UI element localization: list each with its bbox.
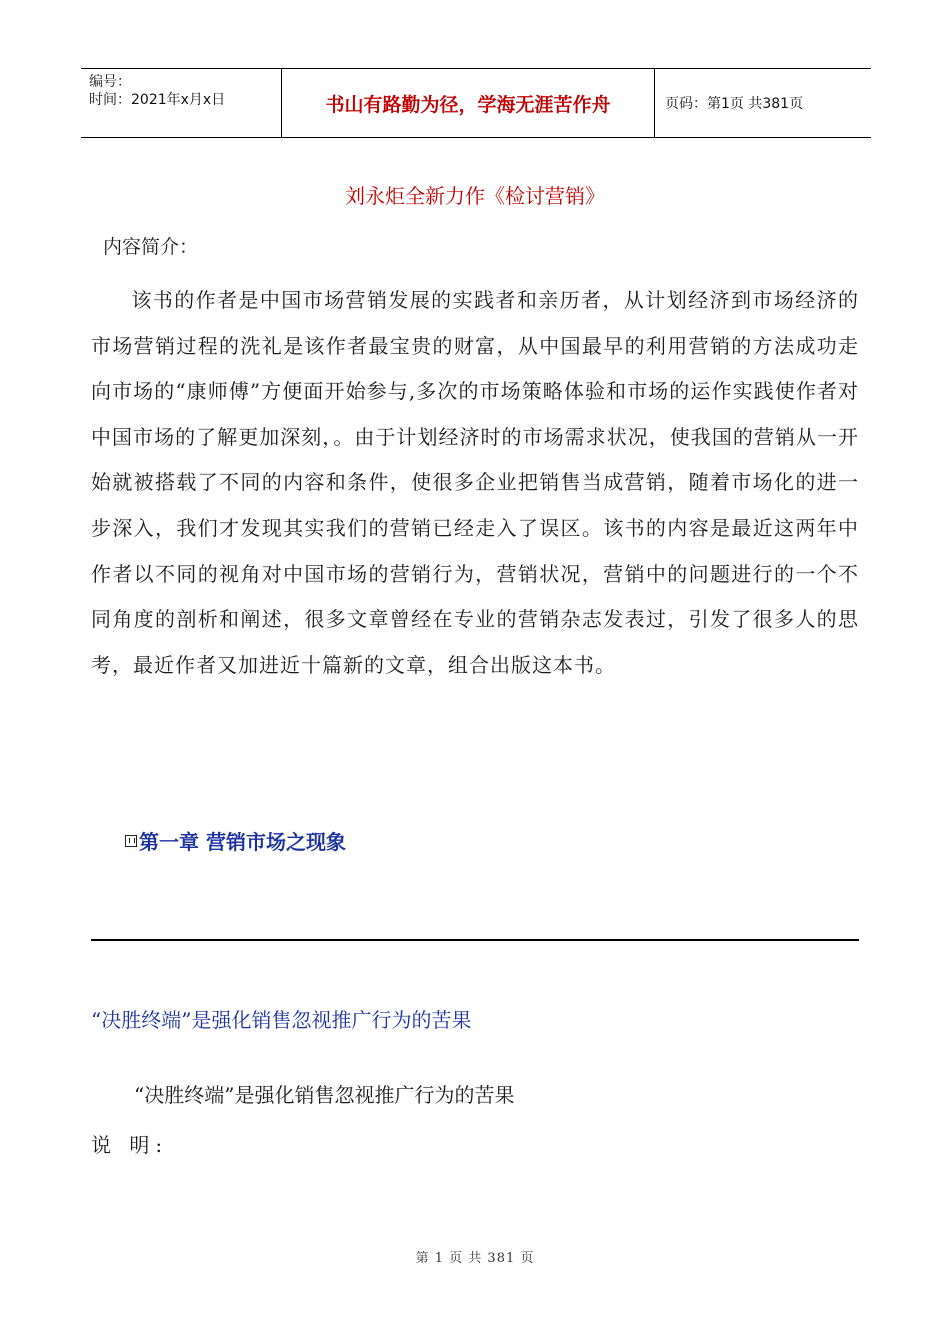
book-icon <box>125 835 137 847</box>
intro-paragraph-text: 该书的作者是中国市场营销发展的实践者和亲历者，从计划经济到市场经济的市场营销过程的洗礼是该作者最宝贵的财富，从中国最早的利用营销的方法成功走向市场的“康师傅”方便面开始参与,多次的市场策略体验和市场的运作实践使作者对中国市场的了解更加深刻，。由于计划经济时的市场需求状况，使我国的营销从一开始就被搭载了不同的内容和条件，使很多企业把销售当成营销，随着市场化的进一步深入，我们才发现其实我们的营销已经走入了误区。该书的内容是最近这两年中作者以不同的视角对中国市场的营销行为，营销状况，营销中的问题进行的一个不同角度的剖析和阐述，很多文章曾经在专业的营销杂志发表过，引发了很多人的思考，最近作者又加进近十篇新的文章，组合出版这本书。 <box>91 288 859 677</box>
number-label: 编号： <box>89 74 131 90</box>
intro-paragraph <box>91 278 859 688</box>
document-title: 刘永炬全新力作《检讨营销》 <box>345 184 605 208</box>
section-divider <box>91 939 859 941</box>
header-table <box>81 68 871 138</box>
header-meta <box>81 69 282 137</box>
chapter-title: 第一章 营销市场之现象 <box>139 830 346 854</box>
article-title-link[interactable]: “决胜终端”是强化销售忽视推广行为的苦果 <box>91 1008 472 1032</box>
time-label: 时间：2021年x月x日 <box>89 92 226 108</box>
explain-label: 说 明: <box>91 1133 169 1157</box>
chapter-heading[interactable] <box>125 826 346 855</box>
article-subtitle: “决胜终端”是强化销售忽视推广行为的苦果 <box>134 1083 515 1107</box>
intro-label: 内容简介： <box>103 236 199 258</box>
header-motto: 书山有路勤为径，学海无涯苦作舟 <box>282 69 655 137</box>
page-footer: 第 1 页 共 381 页 <box>415 1251 535 1266</box>
header-page-info: 页码：第1页 共381页 <box>665 96 804 112</box>
